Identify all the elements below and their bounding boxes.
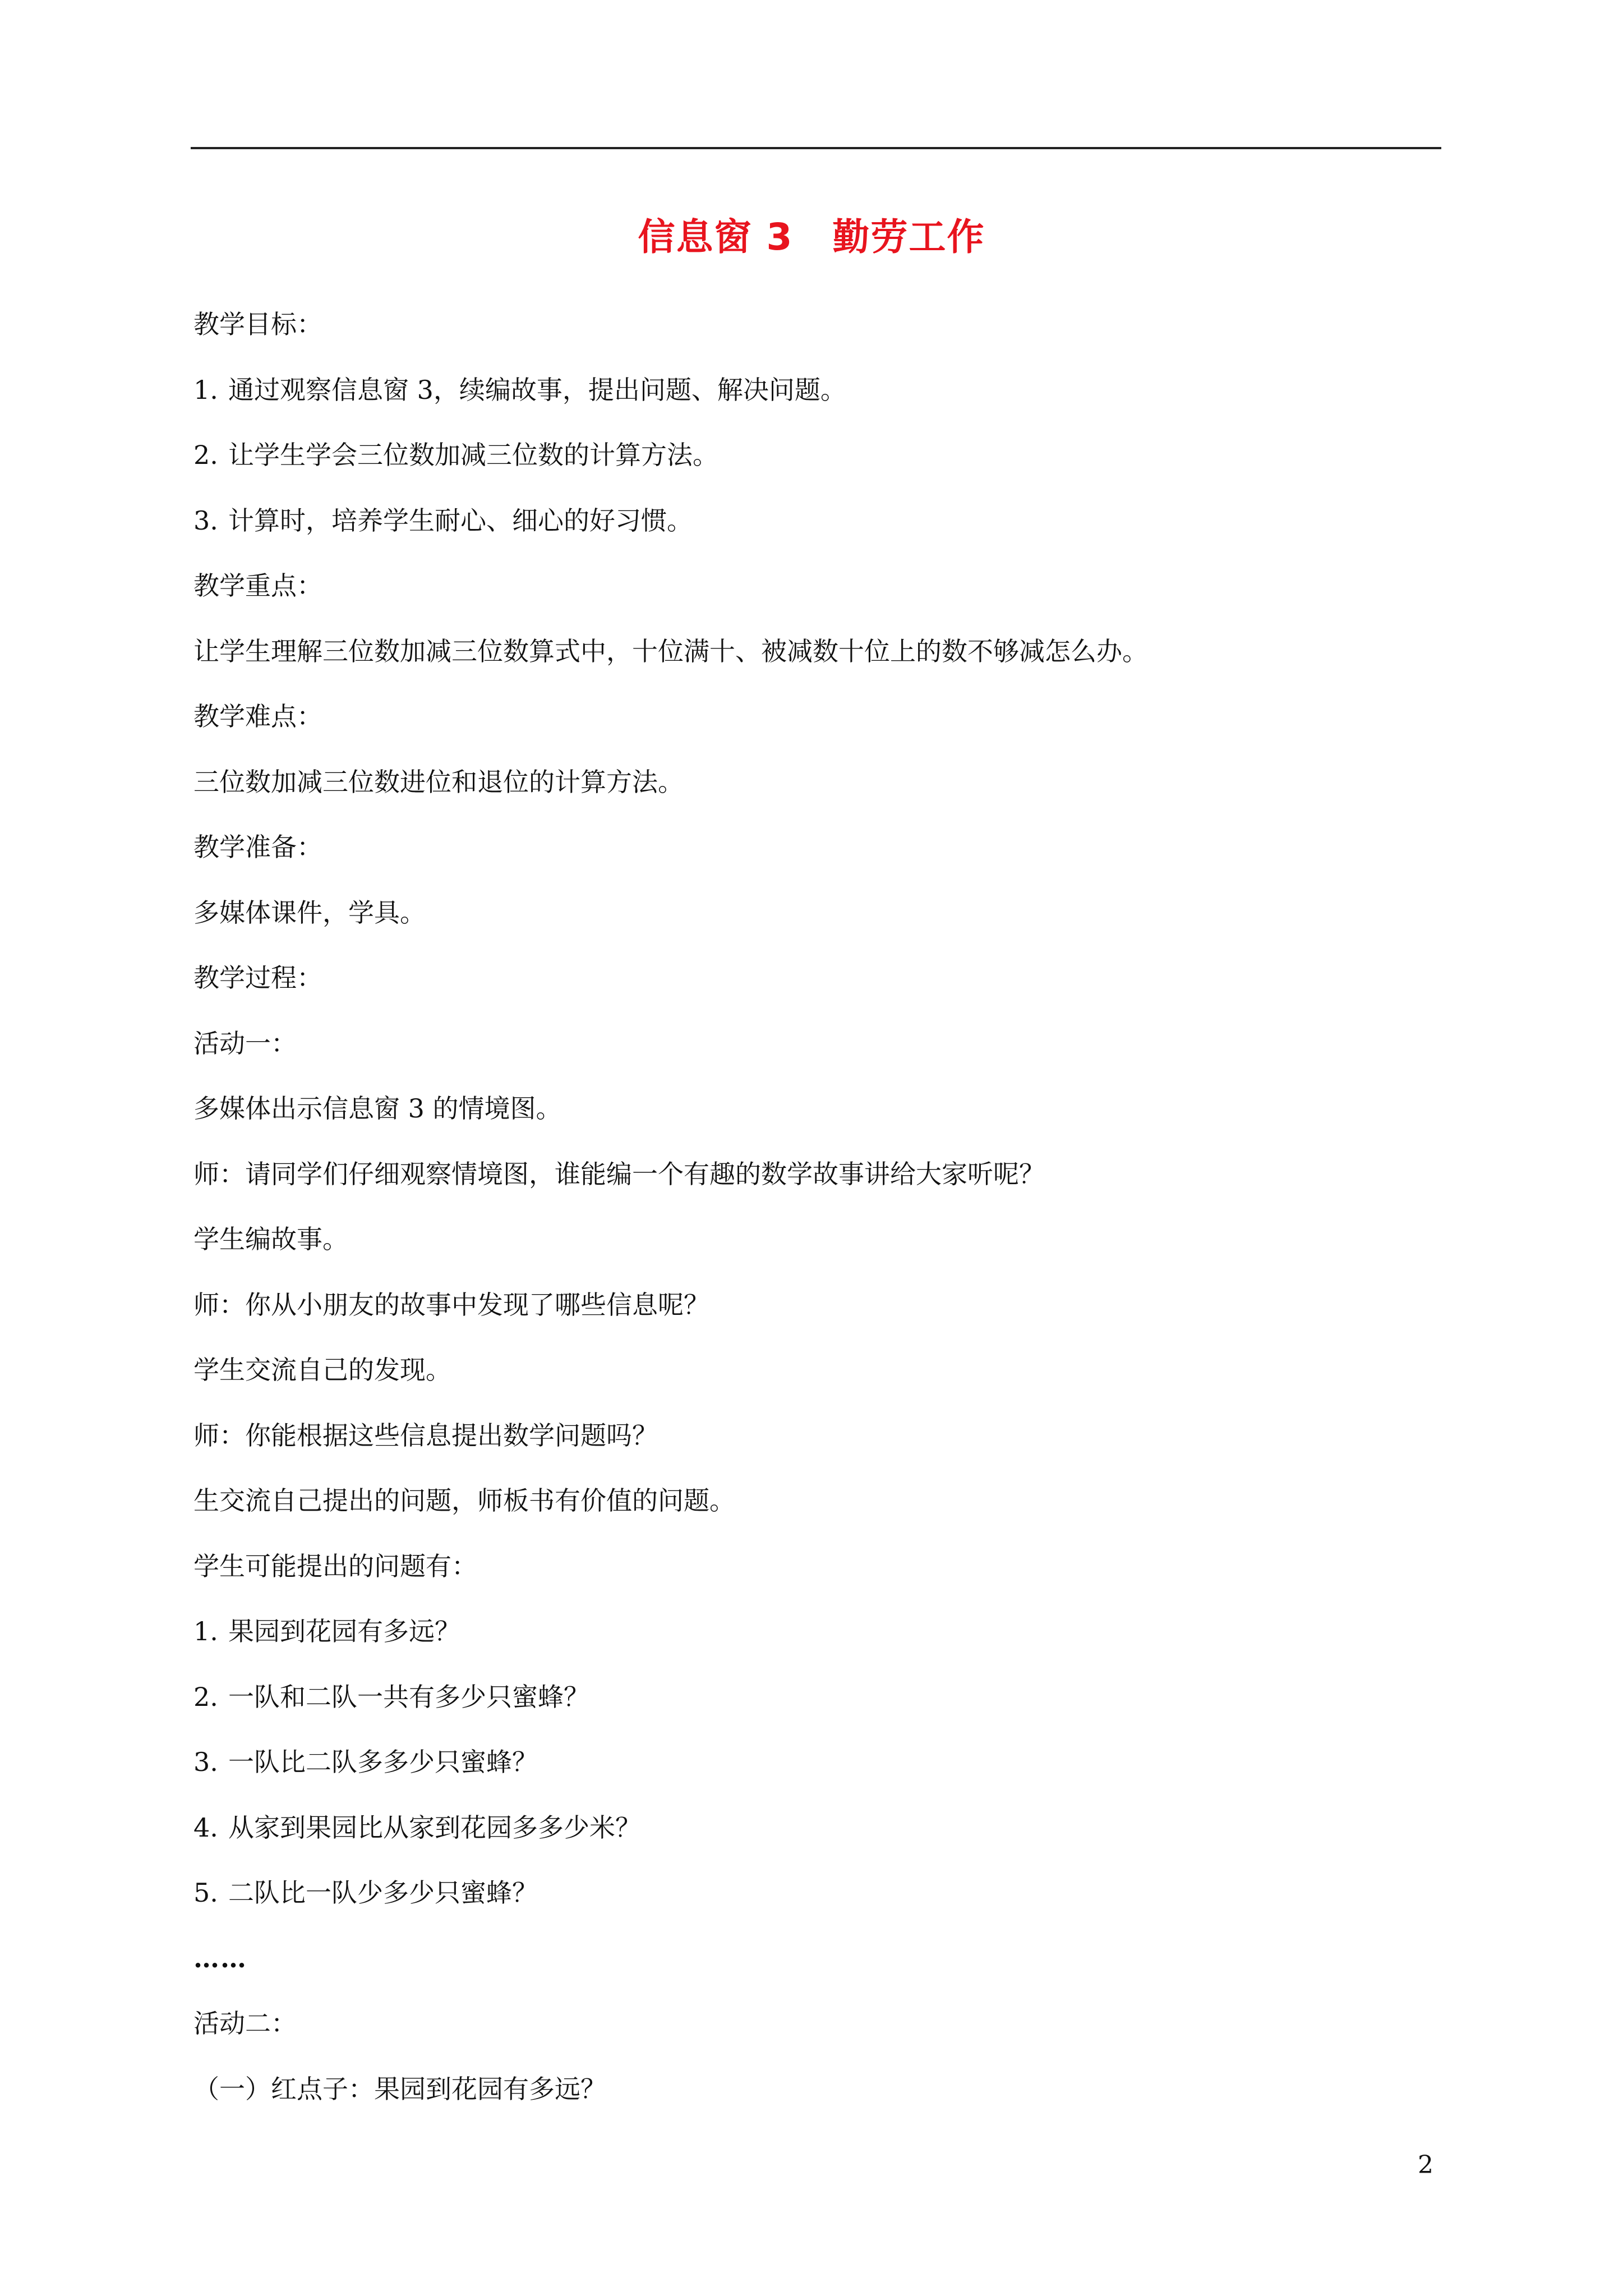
line-text: 活动一： xyxy=(193,1028,297,1059)
page-number: 2 xyxy=(1418,2151,1433,2179)
page-title xyxy=(0,212,1623,263)
question-item xyxy=(193,1664,1444,1730)
line-text: 教学过程： xyxy=(193,963,322,993)
section-heading-key-points xyxy=(193,553,1444,619)
paragraph xyxy=(193,1468,1444,1534)
activity-heading xyxy=(193,1011,1444,1076)
line-text: 生交流自己提出的问题，师板书有价值的问题。 xyxy=(193,1485,735,1516)
line-text: 活动二： xyxy=(193,2008,297,2039)
line-text: 一队和二队一共有多少只蜜蜂？ xyxy=(228,1681,589,1712)
line-text: 学生编故事。 xyxy=(193,1224,348,1254)
item-number: 3. xyxy=(193,1747,218,1777)
section-heading-difficulties xyxy=(193,684,1444,749)
section-heading-process xyxy=(193,945,1444,1011)
item-number: 1. xyxy=(193,1616,218,1646)
section-heading-objectives xyxy=(193,292,1444,357)
line-text: 教学准备： xyxy=(193,832,322,862)
ellipsis xyxy=(193,1926,1444,1991)
section-heading-preparation xyxy=(193,815,1444,880)
line-text: （一）红点子：果园到花园有多远？ xyxy=(193,2073,606,2104)
paragraph xyxy=(193,1142,1444,1207)
objective-item xyxy=(193,422,1444,488)
line-text: 教学重点： xyxy=(193,570,322,601)
item-number: 2. xyxy=(193,1681,218,1712)
line-text: 学生交流自己的发现。 xyxy=(193,1355,451,1385)
item-number: 3. xyxy=(193,505,218,536)
line-text: 师：请同学们仔细观察情境图，谁能编一个有趣的数学故事讲给大家听呢？ xyxy=(193,1158,1045,1189)
line-text: 二队比一队少多少只蜜蜂？ xyxy=(228,1878,538,1908)
line-text: 让学生理解三位数加减三位数算式中，十位满十、被减数十位上的数不够减怎么办。 xyxy=(193,636,1148,666)
line-text: 一队比二队多多少只蜜蜂？ xyxy=(228,1747,538,1777)
title-prefix: 信息窗 3 xyxy=(638,215,794,259)
paragraph xyxy=(193,749,1444,815)
item-number: 2. xyxy=(193,440,218,470)
question-item xyxy=(193,1729,1444,1795)
line-text: …… xyxy=(193,1943,247,1973)
paragraph xyxy=(193,1534,1444,1599)
paragraph xyxy=(193,1403,1444,1469)
question-item xyxy=(193,1860,1444,1926)
paragraph xyxy=(193,880,1444,946)
item-number: 4. xyxy=(193,1812,218,1843)
line-text: 三位数加减三位数进位和退位的计算方法。 xyxy=(193,766,684,797)
paragraph xyxy=(193,619,1444,684)
objective-item xyxy=(193,488,1444,554)
line-text: 果园到花园有多远？ xyxy=(228,1616,460,1646)
line-text: 计算时，培养学生耐心、细心的好习惯。 xyxy=(228,505,693,536)
line-text: 师：你能根据这些信息提出数学问题吗？ xyxy=(193,1420,658,1451)
title-main: 勤劳工作 xyxy=(832,215,985,259)
line-text: 通过观察信息窗 3，续编故事，提出问题、解决问题。 xyxy=(228,374,846,405)
line-text: 让学生学会三位数加减三位数的计算方法。 xyxy=(228,440,718,470)
header-rule xyxy=(191,147,1441,149)
line-text: 多媒体课件，学具。 xyxy=(193,897,426,928)
paragraph xyxy=(193,1337,1444,1403)
paragraph xyxy=(193,2056,1444,2122)
paragraph xyxy=(193,1207,1444,1272)
question-item xyxy=(193,1599,1444,1664)
line-text: 学生可能提出的问题有： xyxy=(193,1550,477,1581)
item-number: 1. xyxy=(193,374,218,405)
line-text: 教学目标： xyxy=(193,309,322,339)
activity-heading xyxy=(193,1991,1444,2056)
line-text: 教学难点： xyxy=(193,701,322,731)
paragraph xyxy=(193,1272,1444,1338)
document-body xyxy=(193,292,1444,2122)
item-number: 5. xyxy=(193,1878,218,1908)
line-text: 从家到果园比从家到花园多多少米？ xyxy=(228,1812,641,1843)
line-text: 师：你从小朋友的故事中发现了哪些信息呢？ xyxy=(193,1289,709,1320)
objective-item xyxy=(193,357,1444,423)
line-text: 多媒体出示信息窗 3 的情境图。 xyxy=(193,1093,562,1124)
question-item xyxy=(193,1795,1444,1861)
paragraph xyxy=(193,1076,1444,1142)
